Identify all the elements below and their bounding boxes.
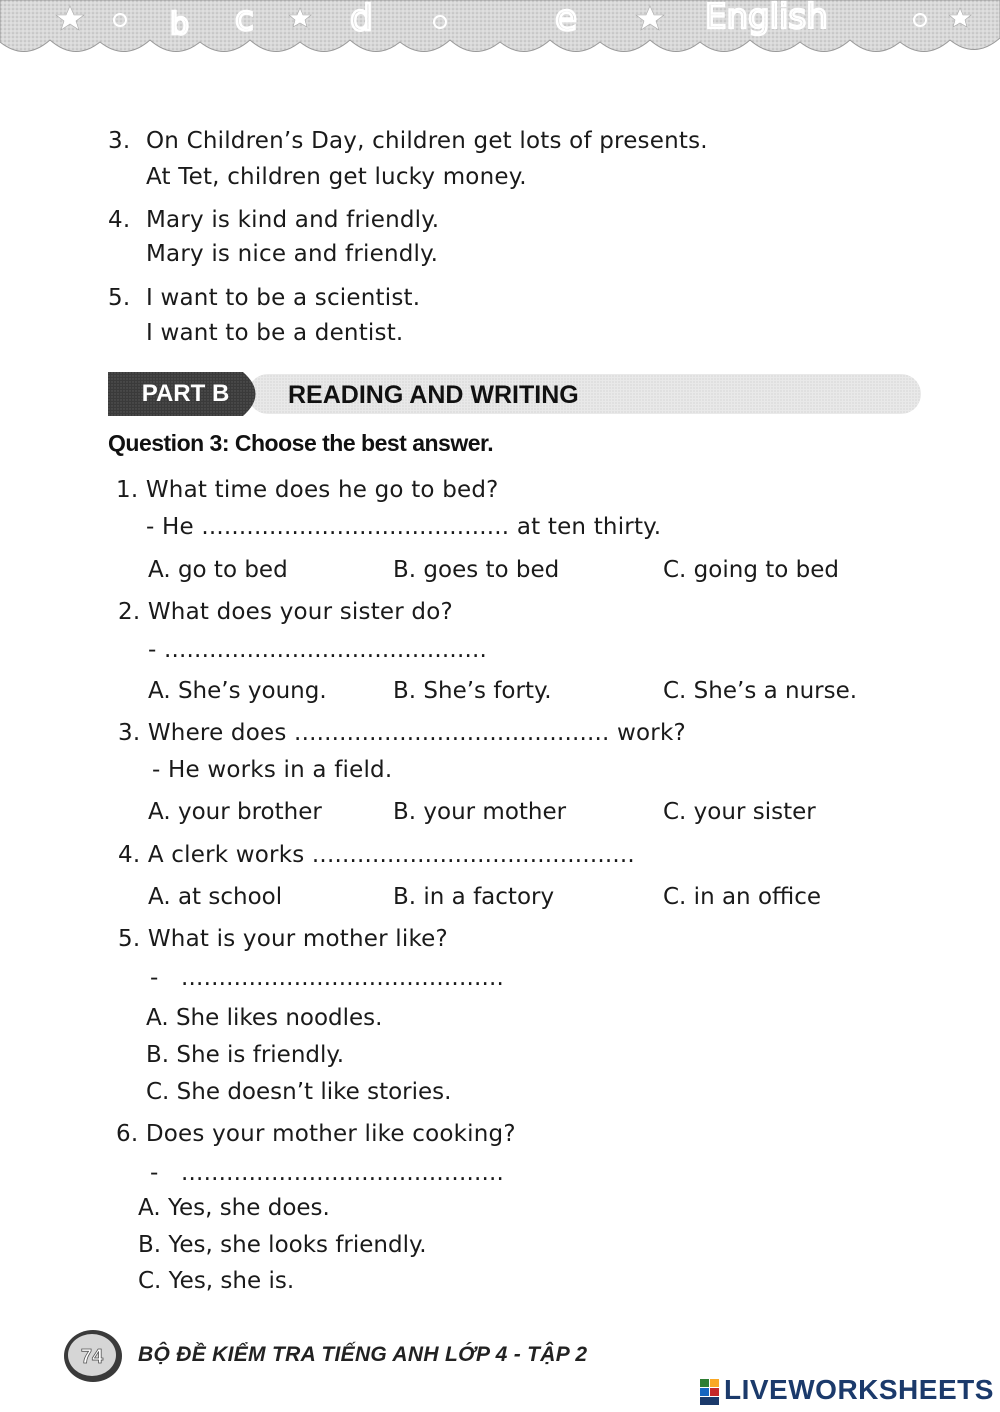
q3-answer-line: - He works in a field. — [152, 757, 393, 783]
q5-stem: 5. What is your mother like? — [118, 926, 448, 952]
q3-option-c: C. your sister — [663, 799, 816, 825]
q6-option-b: B. Yes, she looks friendly. — [138, 1232, 427, 1258]
item-5-line-2: I want to be a dentist. — [146, 320, 404, 346]
q2-option-a: A. She’s young. — [148, 678, 327, 704]
header-banner — [0, 0, 1000, 70]
q1-option-a: A. go to bed — [148, 557, 288, 583]
q3-stem: 3. Where does .......................................... work? — [118, 720, 686, 746]
banner-letter-d: d — [350, 0, 373, 39]
q4-option-b: B. in a factory — [393, 884, 555, 910]
q4-option-c: C. in an office — [663, 884, 822, 910]
q2-option-c: C. She’s a nurse. — [663, 678, 858, 704]
q5-option-c: C. She doesn’t like stories. — [146, 1079, 452, 1105]
q5-answer-line: - ........................................... — [150, 965, 505, 991]
q2-option-b: B. She’s forty. — [393, 678, 552, 704]
part-b-label: PART B — [141, 380, 230, 407]
page-number-badge — [62, 1325, 124, 1387]
question-3-heading: Question 3: Choose the best answer. — [108, 430, 494, 456]
item-3-line-2: At Tet, children get lucky money. — [146, 164, 527, 190]
q5-option-a: A. She likes noodles. — [146, 1005, 383, 1031]
liveworksheets-logo-icon — [700, 1379, 720, 1405]
q6-option-c: C. Yes, she is. — [138, 1268, 295, 1294]
q1-stem: 1. What time does he go to bed? — [116, 477, 499, 503]
item-3-line-1: 3. On Children’s Day, children get lots of presents. — [108, 128, 708, 154]
banner-letter-b: b — [170, 7, 190, 42]
q6-stem: 6. Does your mother like cooking? — [116, 1121, 516, 1147]
q6-answer-line: - ........................................... — [150, 1160, 505, 1186]
banner-letter-c: c — [235, 0, 254, 39]
q5-option-b: B. She is friendly. — [146, 1042, 345, 1068]
item-5-line-1: 5. I want to be a scientist. — [108, 285, 421, 311]
q3-option-a: A. your brother — [148, 799, 322, 825]
q4-option-a: A. at school — [148, 884, 283, 910]
watermark-text: LIVEWORKSHEETS — [724, 1374, 994, 1405]
q3-option-b: B. your mother — [393, 799, 567, 825]
q4-stem: 4. A clerk works ........................................... — [118, 842, 635, 868]
q2-stem: 2. What does your sister do? — [118, 599, 453, 625]
banner-letter-e: e — [555, 0, 578, 39]
q1-answer-line: - He ......................................... at ten thirty. — [146, 514, 662, 540]
liveworksheets-watermark[interactable] — [700, 1374, 994, 1406]
item-4-line-1: 4. Mary is kind and friendly. — [108, 207, 440, 233]
item-4-line-2: Mary is nice and friendly. — [146, 241, 439, 267]
q2-answer-line: - ........................................... — [148, 637, 487, 663]
book-title: BỘ ĐỀ KIỂM TRA TIẾNG ANH LỚP 4 - TẬP 2 — [138, 1343, 588, 1366]
q1-option-c: C. going to bed — [663, 557, 839, 583]
q6-option-a: A. Yes, she does. — [138, 1195, 330, 1221]
q1-option-b: B. goes to bed — [393, 557, 560, 583]
banner-word-english: English — [705, 0, 828, 37]
page-number: 74 — [80, 1346, 104, 1368]
part-b-title: READING AND WRITING — [288, 381, 579, 409]
